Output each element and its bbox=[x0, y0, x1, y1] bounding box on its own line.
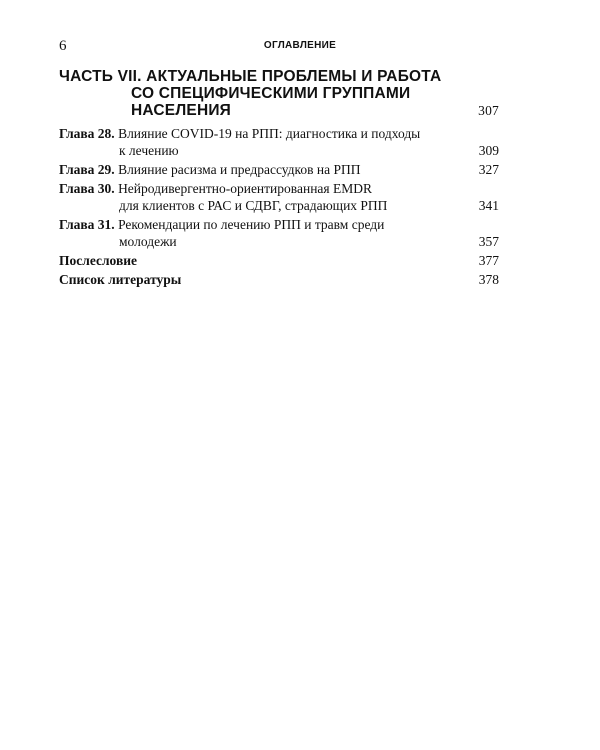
page-number: 6 bbox=[59, 38, 67, 54]
chapter-label: Глава 30. bbox=[59, 181, 115, 196]
afterword-page-number: 377 bbox=[478, 253, 499, 268]
toc-entry-afterword bbox=[59, 252, 499, 269]
chapter-page-number: 327 bbox=[478, 162, 499, 177]
toc-entry-chapter-31 bbox=[59, 216, 499, 250]
part-heading bbox=[59, 68, 499, 119]
table-of-contents bbox=[59, 68, 499, 288]
chapter-title: Нейродивергентно-ориентированная EMDR bbox=[118, 181, 372, 196]
chapter-label: Глава 29. bbox=[59, 162, 115, 177]
chapter-title-continuation: молодежи bbox=[119, 234, 177, 249]
toc-entry-chapter-30 bbox=[59, 180, 499, 214]
chapter-label: Глава 28. bbox=[59, 126, 115, 141]
chapter-title-continuation: к лечению bbox=[119, 143, 179, 158]
afterword-title: Послесловие bbox=[59, 253, 138, 268]
chapter-page-number: 341 bbox=[478, 198, 499, 213]
chapter-label: Глава 31. bbox=[59, 217, 115, 232]
part-page-number: 307 bbox=[478, 103, 499, 118]
chapter-title-continuation: для клиентов с РАС и СДВГ, страдающих РПП bbox=[119, 198, 388, 213]
chapter-page-number: 357 bbox=[478, 234, 499, 249]
part-title-line-3: НАСЕЛЕНИЯ bbox=[131, 102, 232, 119]
chapter-title: Влияние расизма и предрассудков на РПП bbox=[118, 162, 361, 177]
references-page-number: 378 bbox=[478, 272, 499, 287]
toc-entry-references bbox=[59, 271, 499, 288]
chapter-page-number: 309 bbox=[478, 143, 499, 158]
part-title-line-2: СО СПЕЦИФИЧЕСКИМИ ГРУППАМИ bbox=[131, 85, 411, 102]
toc-entry-chapter-29 bbox=[59, 161, 499, 178]
chapter-title: Влияние COVID-19 на РПП: диагностика и подходы bbox=[118, 126, 421, 141]
toc-entry-chapter-28 bbox=[59, 125, 499, 159]
part-title-line-1: ЧАСТЬ VII. АКТУАЛЬНЫЕ ПРОБЛЕМЫ И РАБОТА bbox=[59, 68, 442, 85]
chapter-title: Рекомендации по лечению РПП и травм среди bbox=[118, 217, 385, 232]
references-title: Список литературы bbox=[59, 272, 182, 287]
running-header: ОГЛАВЛЕНИЕ bbox=[263, 40, 337, 51]
